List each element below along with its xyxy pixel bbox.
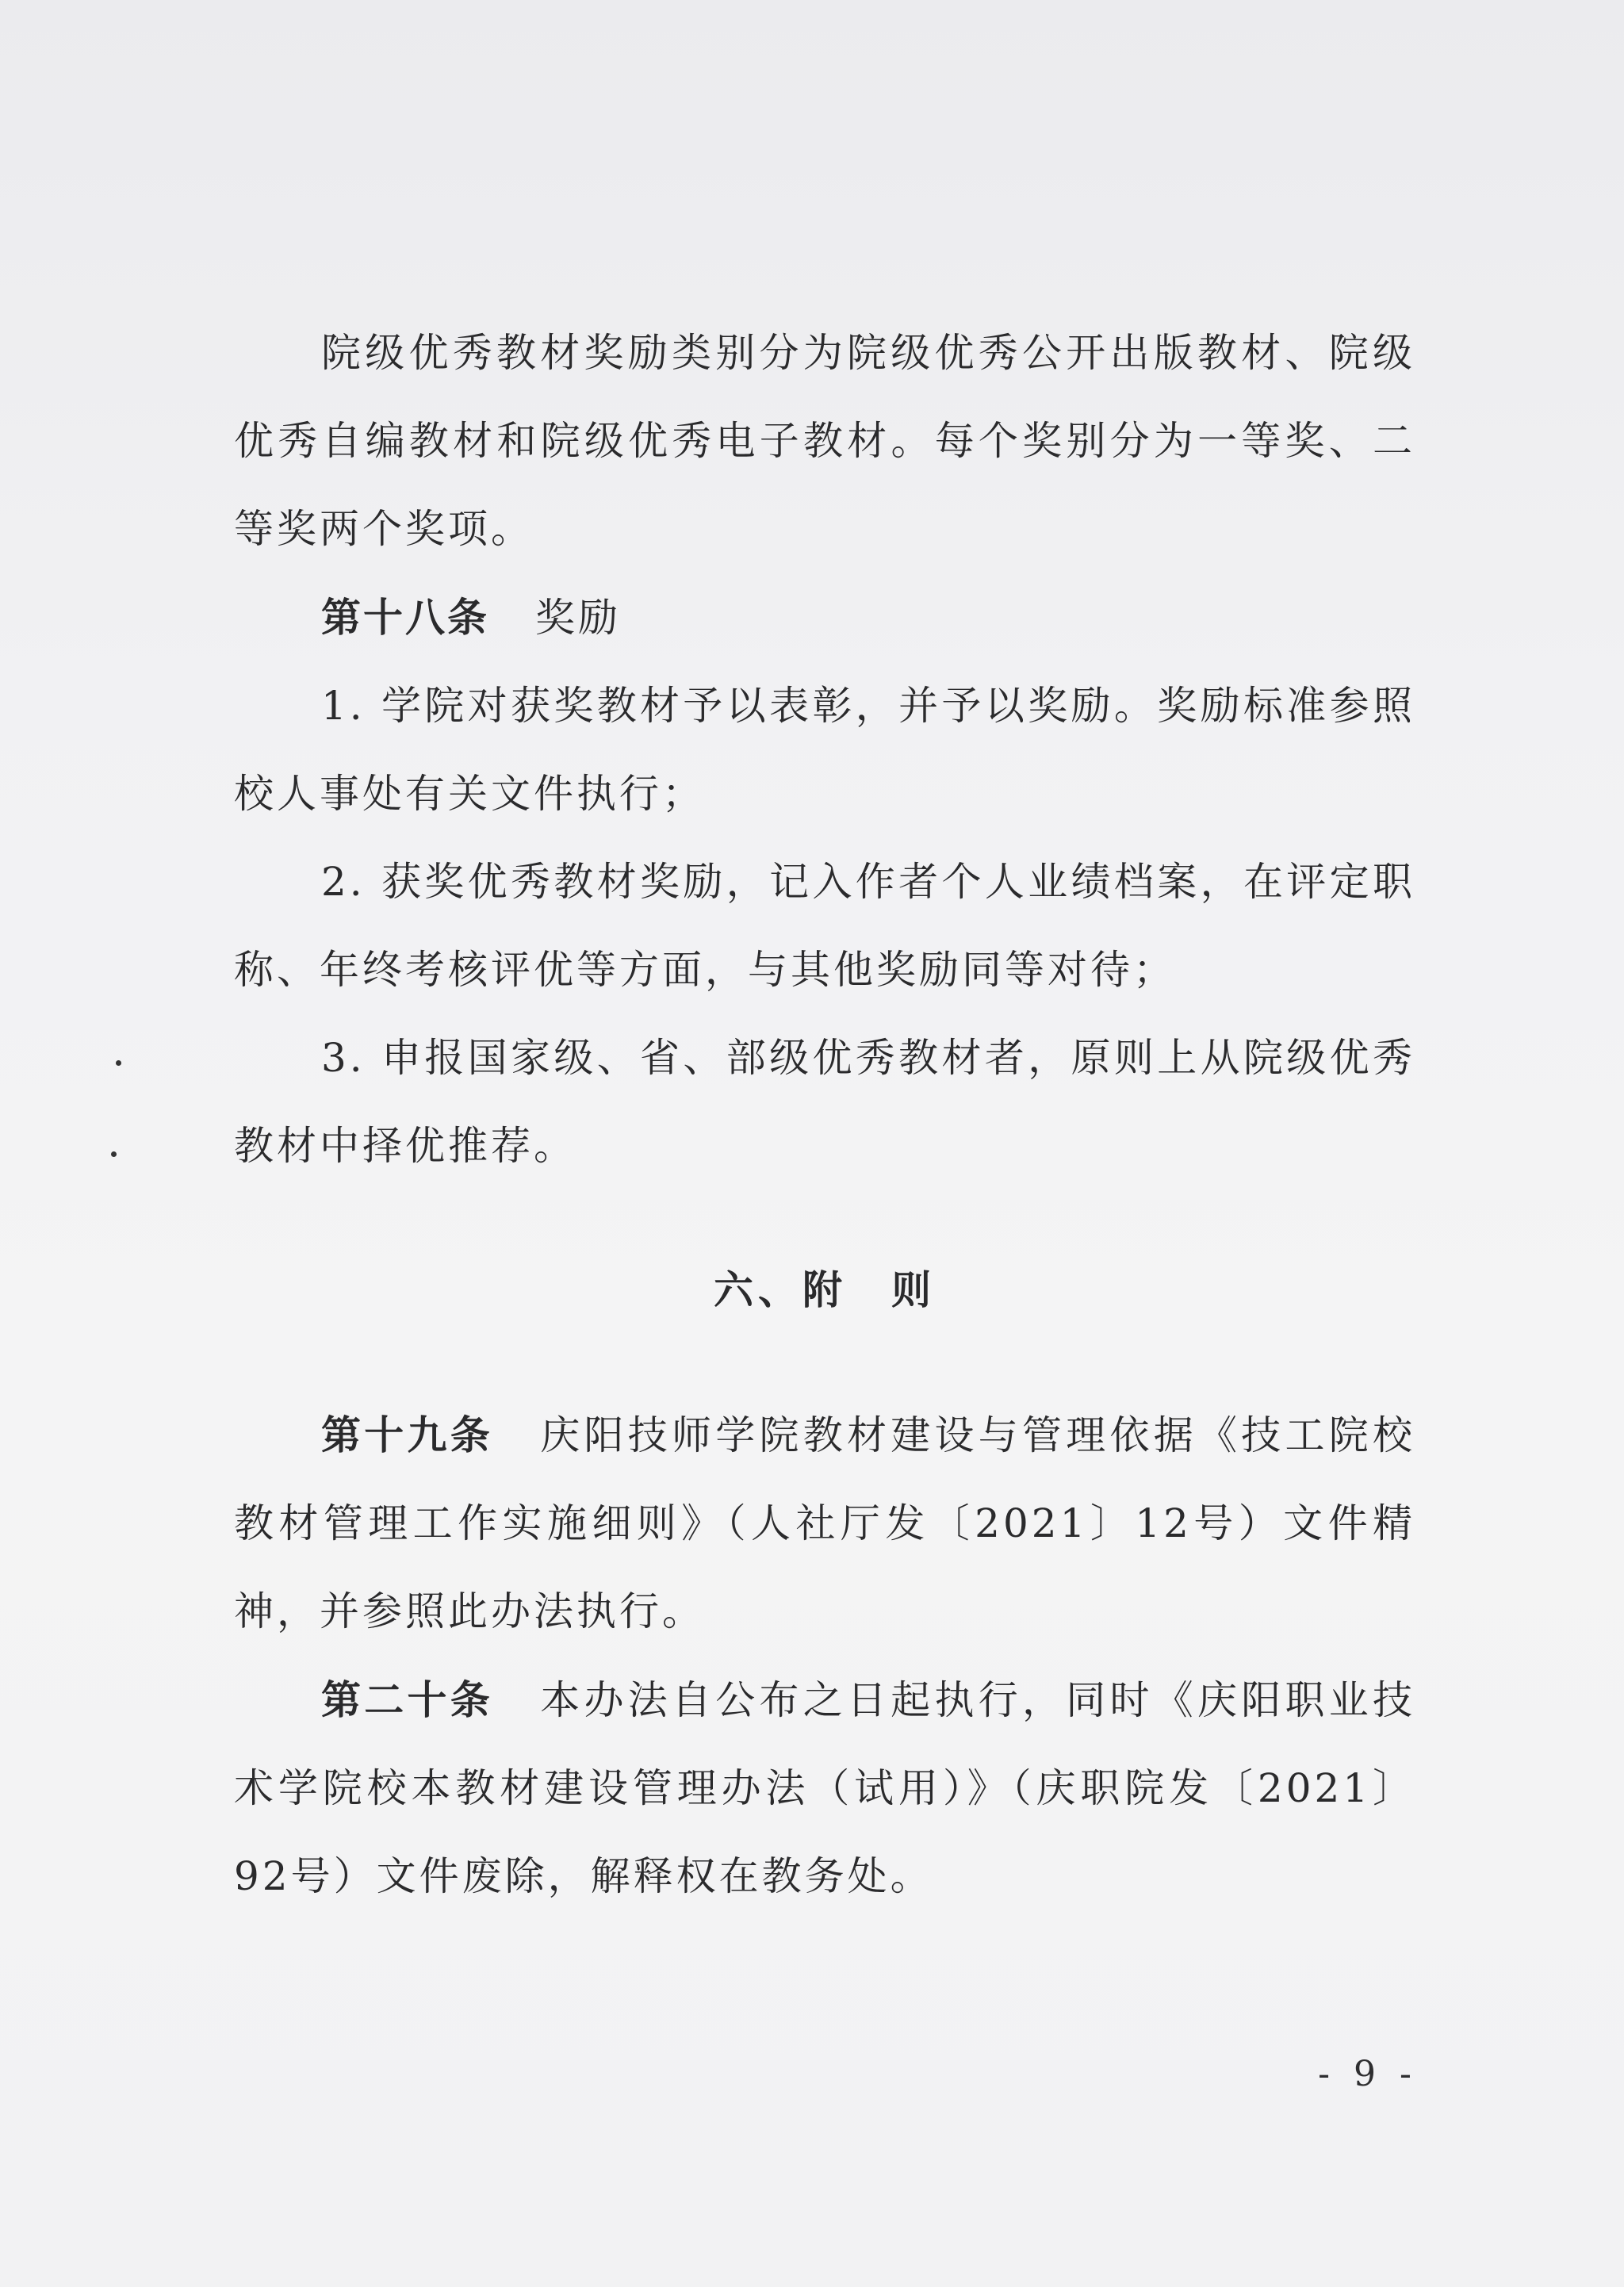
- article-19-text: 庆阳技师学院教材建设与管理依据《技工院校教材管理工作实施细则》（人社厅发〔2021〕12号）文件精神，并参照此办法执行。: [234, 1412, 1415, 1634]
- article-18-label: 第十八条: [321, 594, 489, 641]
- article-18-item-3: 3. 申报国家级、省、部级优秀教材者，原则上从院级优秀教材中择优推荐。: [234, 1035, 1415, 1169]
- section-title-supplementary: 六、附 则: [714, 1266, 936, 1313]
- margin-dot: [116, 1060, 121, 1066]
- document-body: [234, 309, 1415, 1921]
- article-20-label: 第二十条: [321, 1676, 493, 1723]
- article-20-text: 本办法自公布之日起执行，同时《庆阳职业技术学院校本教材建设管理办法（试用）》（庆职院发〔2021〕92号）文件废除，解释权在教务处。: [234, 1677, 1415, 1899]
- article-19-paragraph: [234, 1391, 1415, 1656]
- margin-dot: [111, 1151, 117, 1157]
- article-20-paragraph: [234, 1656, 1415, 1921]
- article-18-item-2: 2. 获奖优秀教材奖励，记入作者个人业绩档案，在评定职称、年终考核评优等方面，与其他奖励同等对待；: [234, 859, 1415, 993]
- article-19-label: 第十九条: [321, 1412, 493, 1458]
- article-18-title: 奖励: [535, 595, 621, 641]
- article-18-item-1: 1. 学院对获奖教材予以表彰，并予以奖励。奖励标准参照校人事处有关文件执行；: [234, 683, 1415, 817]
- award-categories-paragraph: 院级优秀教材奖励类别分为院级优秀公开出版教材、院级优秀自编教材和院级优秀电子教材。每个奖别分为一等奖、二等奖两个奖项。: [234, 330, 1415, 552]
- page-number: - 9 -: [1318, 2054, 1418, 2094]
- article-18-heading: [234, 573, 1415, 662]
